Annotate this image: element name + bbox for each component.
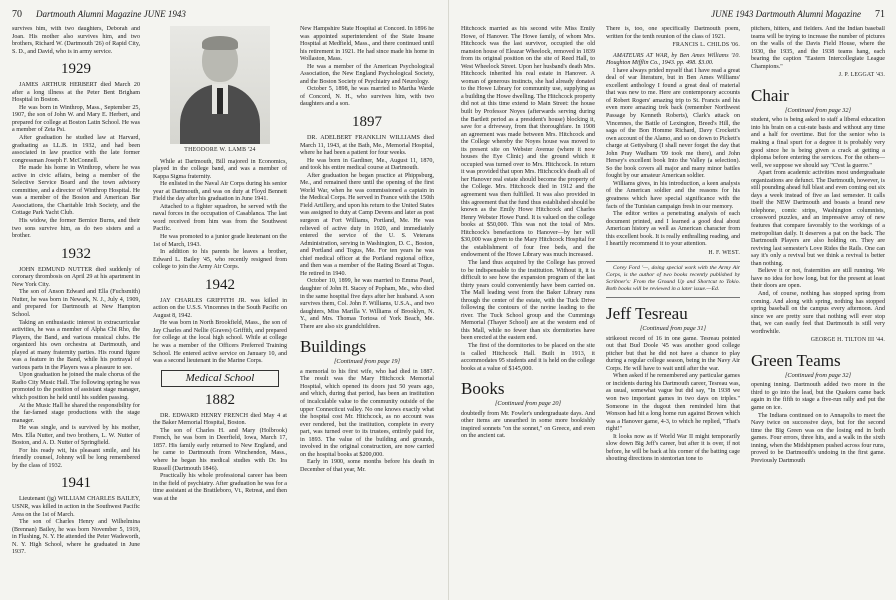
article-paragraph: Believe it or not, fraternities are still running. We have no idea for how long, but for the present at least their doors are open.: [751, 268, 885, 290]
article-paragraph: There is, too, one specifically Dartmouth poem, written for the tenth reunion of the class of 1921.: [606, 26, 740, 40]
running-head-text-left: Dartmouth Alumni Magazine JUNE 1943: [36, 9, 186, 19]
continued-note: [Continued from page 20]: [494, 400, 562, 408]
author-signature: J. P. LEGGAT '43.: [838, 72, 885, 79]
right-column-2: [606, 26, 740, 600]
article-paragraph: student, who is being asked to staff a liberal education into his brain on a cut-rate basis and without any time and a half for overtime. But for the senior who is making a final spurt for a degree it is probably very good since he is being given a crack at getting a diploma before entering the services. For the others—well, we suppose we should say "C'est la guerre.": [751, 117, 885, 169]
article-paragraph: At the Music Hall he shared the responsibility for the far-famed stage productions with the stage manager.: [12, 402, 140, 424]
running-head-right: [711, 9, 885, 20]
class-year-heading: 1941: [61, 475, 91, 492]
running-head-text-right: JUNE 1943 Dartmouth Alumni Magazine: [711, 9, 861, 19]
article-paragraph: doubtedly from Mr. Fowler's undergraduate days. And other items are unearthed in some more bookishly inspired sonnets "on the sonnet," on Greece, and even on the ancient cat.: [461, 410, 595, 440]
article-paragraph: DR. EDWARD HENRY FRENCH died May 4 at the Baker Memorial Hospital, Boston.: [153, 412, 287, 427]
class-year-heading: 1929: [61, 61, 91, 78]
article-paragraph: When asked if he remembered any particular games or incidents during his Dartmouth career, Tesreau was, as usual, somewhat vague but did say, "In 1938 we won two important games in two days on triples." Someone in the dugout then reminded him that Wonson had hit a long home run against Brown which was a Hanover game, 4-3, to which he replied, "That's right!": [606, 373, 740, 433]
photo-hair: [202, 36, 238, 50]
portrait-photo: [170, 26, 270, 144]
article-paragraph: Attached to a fighter squadron, he served with the naval forces in the occupation of Casablanca. The last word received from him was from the Southwest Pacific.: [153, 203, 287, 233]
medical-school-header: Medical School: [161, 370, 279, 387]
article-paragraph: opening inning. Dartmouth added two more in the third to go into the lead, but the Quakers came back again in the fifth to stage a five-run rally and put the game on ice.: [751, 382, 885, 411]
article-paragraph: The son of Anson Edward and Ella (Fuchsmith) Nutter, he was born in Newark, N. J., July 4, 1909, and prepared for Dartmouth at New Hampton School.: [12, 289, 140, 318]
article-paragraph: survives him, with two daughters, Deborah and Joan. His mother also survives him, and two brothers, Richard W. (Dartmouth '26) of Rapid City, S. D., and David, who is in army service.: [12, 26, 140, 55]
article-paragraph: He was born in North Brookfield, Mass., the son of Jay Charles and Nellie (Graves) Griffith, and prepared for college at the local high school. While at college he was a member of the Officers Preferred Training School. He entered active service on January 10, and was a second lieutenant in the Marine Corps.: [153, 320, 287, 365]
left-column-2: [153, 26, 287, 600]
article-paragraph: After graduation he studied law at Harvard, graduating as LL.B. in 1932, and had been associated in law practice with the late former congressman Joseph F. McConnell.: [12, 135, 140, 164]
article-paragraph: Early in 1900, some months before his death in December of that year, Mr.: [300, 459, 434, 473]
article-paragraph: His widow, the former Bernice Burns, and their two sons survive him, as do two sisters and a brother.: [12, 218, 140, 240]
continued-note: [Continued from page 32]: [784, 106, 852, 114]
continued-note: [Continued from page 31]: [639, 325, 707, 333]
continued-note: [Continued from page 19]: [333, 358, 401, 366]
article-paragraph: Taking an enthusiastic interest in extracurricular activities, he was a member of Alpha Chi Rho, the Players, the Band, and various musical clubs. He organized his own orchestra at Dartmouth, and played at many fraternity parties. His round figure was a feature in the Band, while his portrayal of various parts in the Players was a pleasure to see.: [12, 319, 140, 371]
article-paragraph: pitchers, hitters, and fielders. And the Indian baseball teams will be trying to increase the number of pictures on the walls of the Davis Field House, where the 1930, the 1935, and the 1938 teams hang, each bearing the caption "Eastern Intercollegiate League Champions.": [751, 26, 885, 70]
article-paragraph: He made his home in Winthrop, where he was active in civic affairs, being a member of the Selective Service Board and the town advisory committee, and a director of Winthrop Hospital. He was a member of the Boston and American Bar Associations, the Charitable Irish Society, and the Cottage Park Yacht Club.: [12, 165, 140, 217]
article-paragraph: Lieutenant (jg) WILLIAM CHARLES BAILEY, USNR, was killed in action in the Southwest Pacific Area on the 1st of March.: [12, 496, 140, 518]
article-paragraph: In addition to his parents he leaves a brother, Edward L. Bailey '45, who recently resigned from college to join the Army Air Corps.: [153, 249, 287, 271]
article-paragraph: He was born in Winthrop, Mass., September 25, 1907, the son of John W. and Mary E. Herbert, and prepared for college at Boston Latin School. He was a member of Zeta Psi.: [12, 104, 140, 134]
class-year-heading: 1897: [352, 114, 382, 131]
class-year-heading: 1882: [205, 391, 235, 408]
photo-tie: [217, 88, 223, 114]
article-paragraph: Apart from academic activities most undergraduate organizations are defunct. The Dartmouth, however, is still pounding ahead full blast and even coming out six days a week instead of five as last semester. It calls itself the NEW Dartmouth and boasts a brand new telephone, comic strips, Washington columnists, crossword puzzles, and an impressive array of new features that compare favorably to the workings of a metropolitan daily. It deserves a pat on the back. The Dartmouth Players are also holding on. They are reviving last semester's Love Rides the Rails. One can say it's only a revival but we think a revival is better than nothing.: [751, 170, 885, 267]
article-paragraph: Hitchcock married as his second wife Miss Emily Howe, of Hanover. The Howe family, of whom Mrs. Hitchcock was the last survivor, occupied the old mansion house of Eleazar Wheelock, removed in 1839 from its original position on the site of Reed Hall, to West Wheelock Street. Upon her husband's death Mrs. Hitchcock inherited his real estate in Hanover. A woman of generous instincts, she had already donated to the Howe Library for community use, supplying as a building the Howe dwelling. The Hitchcock property did not at this time extend to Main Street: the house built by Professor Noyes (afterwards serving during the Bartlett period as a president's house) blocking it, save for a driveway, from that thoroughfare. In 1908 an agreement was made between Mrs. Hitchcock and the College whereby the Noyes house was moved to its present site on Webster Avenue (where it now houses the Eye Clinic) and the ground which it occupied was turned over to Mrs. Hitchcock. In return it was provided that upon Mrs. Hitchcock's death all of her Hanover real estate should become the property of the College. Mrs. Hitchcock died in 1912 and the agreement was then fulfilled. It was also provided in this agreement that the fund thus established should be known as the Emily Howe Hitchcock and Charles Henry Webster Howe Fund. It is valued on the college books at $50,000. This was not the total of Mrs. Hitchcock's benefactions to Hanover—by her will $30,000 was given to the Mary Hitchcock Hospital for the establishment of four free beds, and the endowment of the Howe Library was much increased.: [461, 26, 595, 259]
book-review-title: AMATEURS AT WAR, by Ben Ames Williams '10. Houghton Mifflin Co., 1943. pp. 498. $3.00.: [606, 52, 740, 67]
reviewer-signature: H. F. WEST.: [708, 249, 740, 256]
article-paragraph: JAMES ARTHUR HERBERT died March 20 after a long illness at the Peter Bent Brigham Hospital in Boston.: [12, 82, 140, 104]
right-column-1: [461, 26, 595, 600]
article-paragraph: For his ready wit, his pleasant smile, and his friendly counsel, Johnny will be long remembered by the class of 1932.: [12, 447, 140, 469]
section-heading-buildings: Buildings: [300, 337, 367, 357]
article-paragraph: a memorial to his first wife, who had died in 1887. The result was the Mary Hitchcock Memorial Hospital, which opened its doors just 50 years ago, and which, during that period, has been an institution of incalculable value to the community outside of the upper Connecticut valley. No one knows exactly what the hospital cost Mr. Hitchcock, as no account was ever rendered, but the institution, complete in every part, was turned over to its trustees, entirely paid for, in 1893. The value of the building and grounds, involved in the original construction, are now carried on the hospital books at $200,000.: [300, 368, 434, 458]
article-paragraph: strikeout record of 16 in one game. Tesreau pointed out that Bud Doole '45 was another good college pitcher but that he did not have a chance to play during a regular college season, being in the Navy Air Corps. He will have to wait until after the war.: [606, 335, 740, 372]
article-paragraph: October 5, 1898, he was married to Martha Warde of Concord, N. H., who survives him, with two daughters and a son.: [300, 86, 434, 108]
article-paragraph: I have always prided myself that I have read a great deal of war literature, but in Ben Ames Williams' excellent anthology I found a great deal of material that was new to me. Here are contemporary accounts of Robert Rogers' amazing trip to St. Francis and his even more amazing trek back (remember Northwest Passage by Kenneth Roberts), Clark's attack on Vincennes, the Battle of Lexington, Breed's Hill, the saga of the Bon Homme Richard, Davy Crockett's own account of the Alamo, and so on down to Pickett's charge at Gettysburg (I shall never forget the day that John Pray Wadham '09 took me there), and John Hersey's excellent book Into the Valley (a selection). So the book covers all major and many minor battles fought by our amateur American soldier.: [606, 67, 740, 180]
article-paragraph: JOHN EDMUND NUTTER died suddenly of coronary thrombosis on April 29 at his apartment in New York City.: [12, 266, 140, 288]
article-paragraph: It looks now as if World War II might temporarily slow down Big Jeff's career, but after it is over, if not before, he will be back at his corner of the batting cage shouting directions in stentorian tone to: [606, 433, 740, 463]
article-paragraph: JAY CHARLES GRIFFITH JR. was killed in action on the U.S.S. Vincennes in the South Pacific on August 8, 1942.: [153, 297, 287, 319]
editor-note: Corey Ford '—, doing special work with the Army Air Corps, is the author of two books recently published by Scribner's: From the Ground Up and Shortcut to Tokio. Both books will be reviewed in a later issue.—Ed.: [606, 265, 740, 293]
article-paragraph: The son of Charles H. and Mary (Holbrook) French, he was born in Deerfield, Iowa, March 17, 1857. His family early returned to New England, and he came to Dartmouth from Winchendon, Mass., where he began his medical studies with Dr. Ira Russell (Dartmouth 1846).: [153, 427, 287, 472]
right-page: [448, 0, 896, 600]
divider: [606, 297, 740, 298]
article-paragraph: He was promoted to a junior grade lieutenant on the 1st of March, 1943.: [153, 234, 287, 248]
article-paragraph: The first of the dormitories to be placed on the site is called Hitchcock Hall. Built in 1913, it accommodates 95 students and it is held on the college books at a value of $145,000.: [461, 342, 595, 372]
running-head-left: [12, 9, 186, 20]
article-paragraph: He enlisted in the Naval Air Corps during his senior year at Dartmouth, and was on duty at Floyd Bennett Field the day after his graduation in June 1941.: [153, 181, 287, 203]
article-paragraph: Williams gives, in his introduction, a keen analysis of the American soldier and the reasons for his greatness which have special significance with the facts of the Tunisian campaign fresh in our memory.: [606, 180, 740, 210]
article-paragraph: And, of course, nothing has stopped spring from coming. And along with spring, nothing has stopped spring baseball on the campus every afternoon. And since we are pretty sure that nothing will ever stop that, we can easily feel that Dartmouth is still very worthwhile.: [751, 290, 885, 335]
left-column-3: [300, 26, 434, 600]
class-year-heading: 1942: [205, 276, 235, 293]
left-column-1: [12, 26, 140, 600]
author-signature: GEORGE H. TILTON III '44.: [810, 337, 885, 344]
section-heading-green-teams: Green Teams: [751, 350, 841, 370]
continued-note: [Continued from page 32]: [784, 371, 852, 379]
reviewer-signature: FRANCIS L. CHILDS '06.: [672, 42, 740, 49]
class-year-heading: 1932: [61, 245, 91, 262]
article-paragraph: New Hampshire State Hospital at Concord. In 1896 he was appointed superintendent of the State Insane Hospital at Medfield, Mass., and there continued until his retirement in 1921. He had since made his home in Wollaston, Mass.: [300, 26, 434, 63]
section-heading-books: Books: [461, 379, 505, 399]
page-number-left: 70: [12, 9, 22, 20]
article-paragraph: After graduation he began practice at Phippsburg, Me., and remained there until the opening of the first World War, when he was commissioned a captain in the Medical Corps. He served in France with the 150th Field Artillery, and upon his return to the United States was assigned to duty at Camp Devens and later as post surgeon at Fort Williams, Portland, Me. He was relieved of active duty in 1920, and immediately entered the service of the U. S. Veterans Administration, serving in Washington, D. C., Boston, and Portland and Togus, Me. For ten years he was chief medical officer at the Portland regional office, and then was a member of the Rating Board at Togus. He retired in 1940.: [300, 172, 434, 277]
article-paragraph: The Indians continued on to Annapolis to meet the Navy twice on successive days, but for the second time the Big Green was on the losing end in both games. Four errors, three hits, and a walk in the sixth inning, when the Midshipmen pushed across four runs, proved to be Dartmouth's undoing in the first game. Previously Dartmouth: [751, 412, 885, 464]
section-heading-chair: Chair: [751, 85, 789, 105]
right-column-3: [751, 26, 885, 600]
article-paragraph: October 10, 1899, he was married to Emma Pearl, daughter of John H. Stacey of Popham, Me., who died in the same hospital five days after her husband. A son survives them, Col. John F. Williams, U.S.A., and two daughters, Miss Marilla V. Williams of Brooklyn, N. Y., and Mrs. Thomas Tortosa of York Beach, Me. There are also six grandchildren.: [300, 278, 434, 330]
article-paragraph: The land thus acquired by the College has proved to be indispensable to the institution. Without it, it is difficult to see how the expansion program of the last thirty years could conveniently have been carried on. The Mall leading west from the Baker Library runs through the center of the estate, with the Tuck Drive following the contours of the ravine leading to the river. The Tuck School group and the Cummings Memorial (Thayer School) are at the western end of this Mall, while no fewer than six dormitories have been erected at the eastern end.: [461, 259, 595, 342]
article-paragraph: DR. ADELBERT FRANKLIN WILLIAMS died March 11, 1943, at the Bath, Me., Memorial Hospital, where he had been a patient for four weeks.: [300, 135, 434, 157]
article-paragraph: While at Dartmouth, Bill majored in Economics, played in the college band, and was a member of Kappa Sigma fraternity.: [153, 158, 287, 180]
photo-caption: THEODORE W. LAMB '24: [184, 147, 256, 153]
article-paragraph: The son of Charles Henry and Wilhelmina (Brennan) Bailey, he was born November 5, 1919, in Flushing, N. Y. He attended the Peter Wadsworth, N. Y. High School, where he graduated in June 1937.: [12, 519, 140, 556]
section-heading-jeff-tesreau: Jeff Tesreau: [606, 304, 688, 324]
article-paragraph: Upon graduation he joined the male chorus of the Radio City Music Hall. The following spring he was promoted to the position of assistant stage manager, which position he held until his sudden passing.: [12, 372, 140, 401]
article-paragraph: The editor writes a penetrating analysis of each document printed, and I learned a good deal about American history as well as American character from this excellent book. It is really enthralling reading, and I heartily recommend it to your attention.: [606, 211, 740, 248]
article-paragraph: He was a member of the American Psychological Association, the New England Psychological Society, and the Boston Society of Psychiatry and Neurology.: [300, 63, 434, 85]
article-paragraph: He was born in Gardiner, Me., August 11, 1870, and took his entire medical course at Dartmouth.: [300, 157, 434, 172]
article-paragraph: Practically his whole professional career has been in the field of psychiatry. After graduation he was for a time assistant at the Brattleboro, Vt., Retreat, and then was at the: [153, 473, 287, 502]
article-paragraph: He was single, and is survived by his mother, Mrs. Ella Nutter, and two brothers, L. W. Nutter of Boston, and A. D. Nutter of Springfield.: [12, 425, 140, 447]
page-number-right: 71: [875, 9, 885, 20]
divider: [606, 261, 740, 262]
